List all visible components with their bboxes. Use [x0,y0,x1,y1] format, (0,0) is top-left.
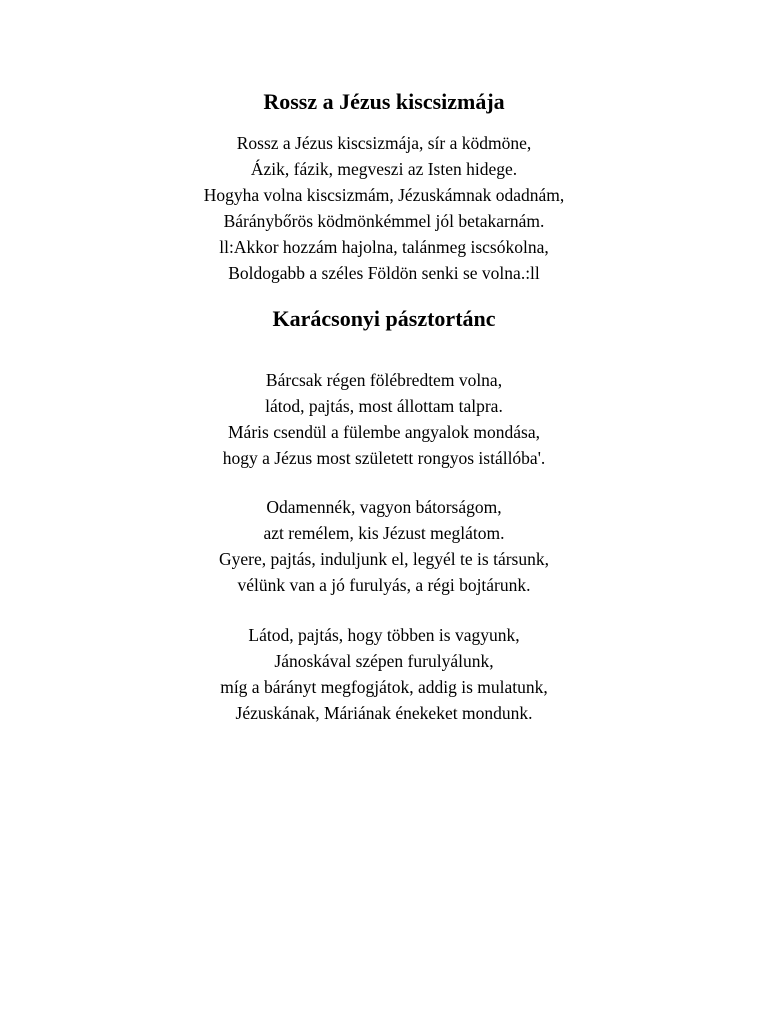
lyric-line: Látod, pajtás, hogy többen is vagyunk, [248,625,520,645]
lyric-line: azt remélem, kis Jézust meglátom. [263,523,505,543]
song-title-2: Karácsonyi pásztortánc [272,306,496,331]
song-1-lyrics [0,130,768,286]
lyric-line: Ázik, fázik, megveszi az Isten hidege. [250,159,518,179]
lyric-line: Jézuskának, Máriának énekeket mondunk. [235,703,533,723]
lyric-line: hogy a Jézus most született rongyos istállóba'. [222,448,546,468]
lyric-line: Báránybőrös ködmönkémmel jól betakarnám. [223,211,545,231]
song-2-stanza-1 [0,367,768,471]
lyric-line: míg a bárányt megfogjátok, addig is mulatunk, [220,677,548,697]
song-2-stanza-2 [0,494,768,598]
lyric-line: Gyere, pajtás, induljunk el, legyél te is társunk, [219,549,549,569]
lyric-line: Rossz a Jézus kiscsizmája, sír a ködmöne, [236,133,532,153]
lyric-line: Odamennék, vagyon bátorságom, [266,497,502,517]
lyric-line: ll:Akkor hozzám hajolna, talánmeg iscsókolna, [219,237,549,257]
lyric-line: Máris csendül a fülembe angyalok mondása, [228,422,540,442]
lyric-line: Boldogabb a széles Földön senki se volna.:ll [228,263,540,283]
lyric-line: látod, pajtás, most állottam talpra. [265,396,503,416]
song-2-stanza-3 [0,622,768,726]
lyric-line: vélünk van a jó furulyás, a régi bojtárunk. [237,575,531,595]
lyric-line: Hogyha volna kiscsizmám, Jézuskámnak odadnám, [203,185,565,205]
song-title-1: Rossz a Jézus kiscsizmája [263,89,505,114]
lyric-line: Bárcsak régen fölébredtem volna, [265,370,503,390]
lyric-line: Jánoskával szépen furulyálunk, [274,651,494,671]
